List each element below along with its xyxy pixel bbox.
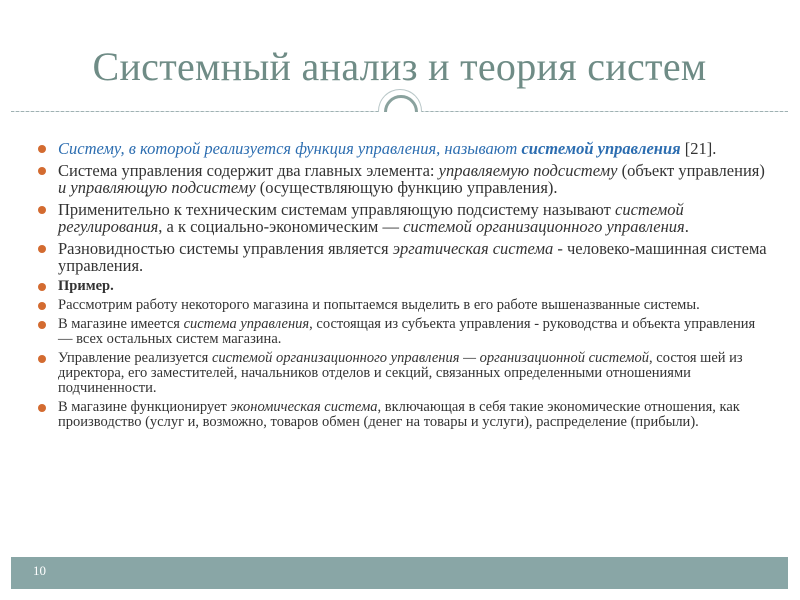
text-run: В магазине функционирует: [58, 399, 231, 415]
text-run: , а к социально-экономическим —: [158, 217, 404, 236]
text-run-italic: и управляющую подсистему: [58, 178, 256, 197]
text-run-italic: экономическая система: [230, 399, 378, 415]
bullet-dot-icon: [38, 145, 46, 153]
text-run: - человеко-машинная система управления.: [58, 239, 767, 275]
list-item: [38, 351, 768, 396]
list-item: [38, 140, 768, 157]
text-run-italic: системой организационного управления: [403, 217, 685, 236]
text-run: Рассмотрим работу некоторого магазина и попытаемся выделить в его работе вышеназванные системы.: [58, 297, 700, 313]
text-run-italic: управляемую подсистему: [438, 161, 618, 180]
slide-footer: [11, 557, 788, 589]
list-item: [38, 162, 768, 196]
bullet-dot-icon: [38, 355, 46, 363]
bullet-dot-icon: [38, 321, 46, 329]
text-run: [21].: [680, 139, 717, 158]
list-item: [38, 317, 768, 347]
bullet-list: [38, 140, 768, 434]
text-run-italic: системой регулирования: [58, 200, 684, 236]
text-run-emphasis: системой управления: [521, 139, 681, 158]
text-run: (осуществляющую функцию управления).: [255, 178, 558, 197]
list-item: [38, 201, 768, 235]
page-number: 10: [33, 563, 46, 578]
bullet-dot-icon: [38, 404, 46, 412]
text-run: Применительно к техническим системам управляющую подсистему называют: [58, 200, 615, 219]
bullet-dot-icon: [38, 283, 46, 291]
list-item: [38, 400, 768, 430]
content-area: [11, 112, 788, 557]
bullet-dot-icon: [38, 167, 46, 175]
slide: [11, 11, 788, 589]
text-run: (объект управления): [617, 161, 765, 180]
text-run: , включающая в себя такие экономические отношения, как производство (услуг и, возможно, товаров обмен (денег на товары и услуги), распределение (прибыли).: [58, 399, 740, 430]
list-item: [38, 298, 768, 313]
slide-title: Системный анализ и теория систем: [92, 44, 707, 89]
bullet-dot-icon: [38, 302, 46, 310]
text-run-bold: Пример.: [58, 278, 114, 294]
list-item: [38, 240, 768, 274]
text-run-italic: система управления: [183, 316, 310, 332]
list-item: [38, 279, 768, 294]
text-run-italic: системой организационного управления — организационной системой: [211, 350, 650, 366]
text-run: Разновидностью системы управления является: [58, 239, 393, 258]
text-run: В магазине имеется: [58, 316, 184, 332]
text-run: Система управления содержит два главных элемента:: [58, 161, 439, 180]
text-run: , состоящая из субъекта управления - руководства и объекта управления — всех остальных систем магазина.: [58, 316, 756, 347]
text-run: .: [684, 217, 689, 236]
text-run: Управление реализуется: [58, 350, 212, 366]
text-run: Систему, в которой реализуется функция управления, называют: [58, 139, 522, 158]
text-run: , состоя шей из директора, его заместителей, начальников отделов и секций, связанных определенными отношениями подчиненности.: [58, 350, 743, 396]
bullet-dot-icon: [38, 245, 46, 253]
text-run-italic: эргатическая система: [392, 239, 554, 258]
bullet-dot-icon: [38, 206, 46, 214]
